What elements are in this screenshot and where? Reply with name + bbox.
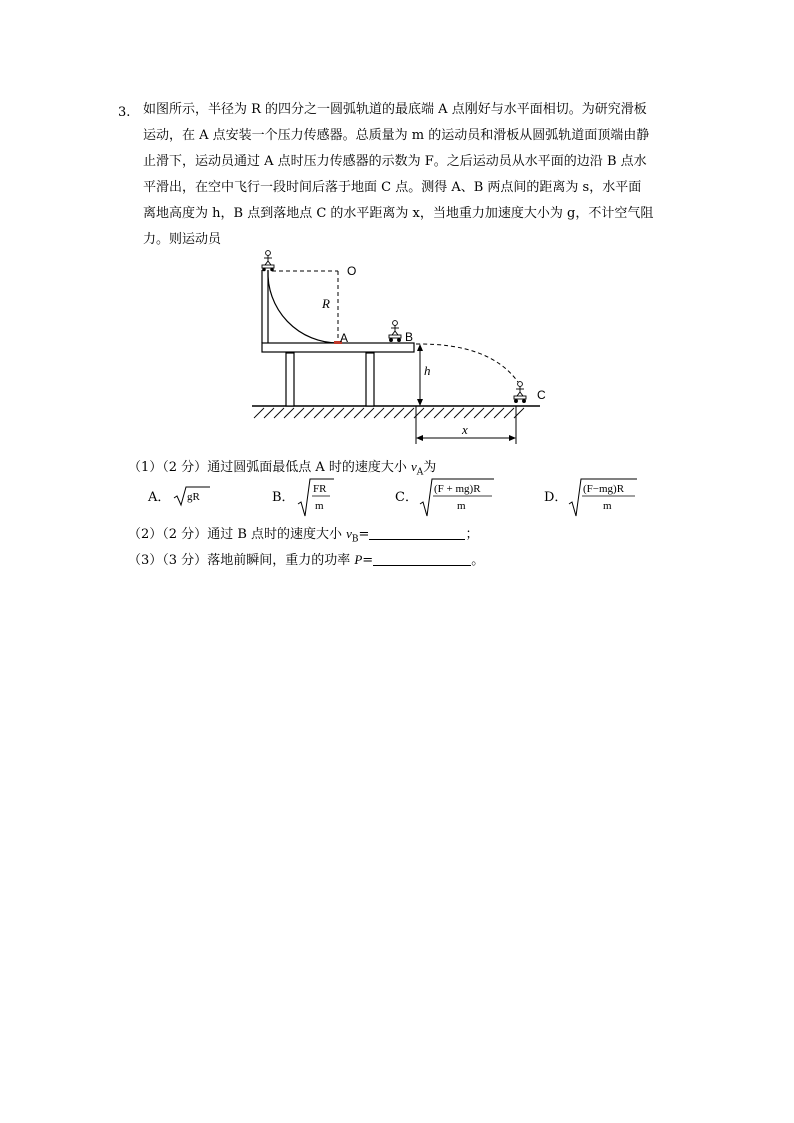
subquestion-3: （3）（3 分）落地前瞬间，重力的功率 P= 。 — [128, 552, 485, 568]
answer-blank-3[interactable] — [373, 551, 471, 566]
svg-text:m: m — [457, 500, 466, 512]
table-leg-left — [286, 353, 294, 406]
svg-text:(F−mg)R: (F−mg)R — [583, 483, 625, 495]
svg-text:m: m — [315, 500, 324, 512]
question-line-6: 力。则运动员 — [143, 232, 222, 247]
option-d[interactable]: D． — [544, 490, 568, 505]
svg-text:m: m — [603, 500, 612, 512]
label-c: C — [537, 388, 546, 402]
label-a: A — [340, 331, 349, 345]
label-x: x — [462, 422, 468, 437]
svg-text:gR: gR — [187, 491, 200, 503]
question-line-1: 如图所示，半径为 R 的四分之一圆弧轨道的最底端 A 点刚好与水平面相切。为研究滑板 — [143, 102, 647, 117]
option-b-expr — [296, 476, 336, 518]
table-leg-right — [366, 353, 374, 406]
skater-platform-icon — [389, 321, 401, 342]
label-b: B — [405, 330, 414, 344]
option-d-expr — [567, 476, 639, 518]
question-number: 3. — [118, 105, 131, 120]
answer-blank-2[interactable] — [369, 525, 465, 540]
option-c[interactable]: C． — [395, 490, 418, 505]
skater-top-icon — [262, 251, 274, 271]
option-a-expr — [172, 484, 212, 508]
question-line-3: 止滑下，运动员通过 A 点时压力传感器的示数为 F。之后运动员从水平面的边沿 B 点水 — [143, 154, 647, 169]
label-h: h — [424, 363, 431, 378]
svg-text:(F + mg)R: (F + mg)R — [434, 483, 481, 495]
subquestion-1: （1）（2 分）通过圆弧面最低点 A 时的速度大小 $v_A$为 — [128, 459, 437, 478]
trajectory-dashed — [416, 344, 518, 382]
platform — [262, 343, 414, 352]
skate-ramp-diagram — [250, 248, 560, 448]
label-r: R — [322, 296, 330, 311]
question-line-2: 运动，在 A 点安装一个压力传感器。总质量为 m 的运动员和滑板从圆弧轨道面顶端由静 — [143, 128, 650, 143]
question-line-5: 离地高度为 h，B 点到落地点 C 的水平距离为 x，当地重力加速度大小为 g，不计空气阻 — [143, 206, 654, 221]
option-c-expr — [418, 476, 496, 518]
ground — [252, 406, 540, 418]
label-o: O — [347, 264, 357, 278]
option-b[interactable]: B． — [272, 490, 295, 505]
subquestion-2: （2）（2 分）通过 B 点时的速度大小 $v_B=$ ； — [128, 526, 479, 545]
question-line-4: 平滑出，在空中飞行一段时间后落于地面 C 点。测得 A、B 两点间的距离为 s，水平面 — [143, 180, 642, 195]
height-arrow — [417, 344, 423, 406]
svg-text:FR: FR — [313, 483, 327, 495]
option-a[interactable]: A． — [148, 490, 171, 505]
skater-landing-icon — [514, 382, 526, 403]
